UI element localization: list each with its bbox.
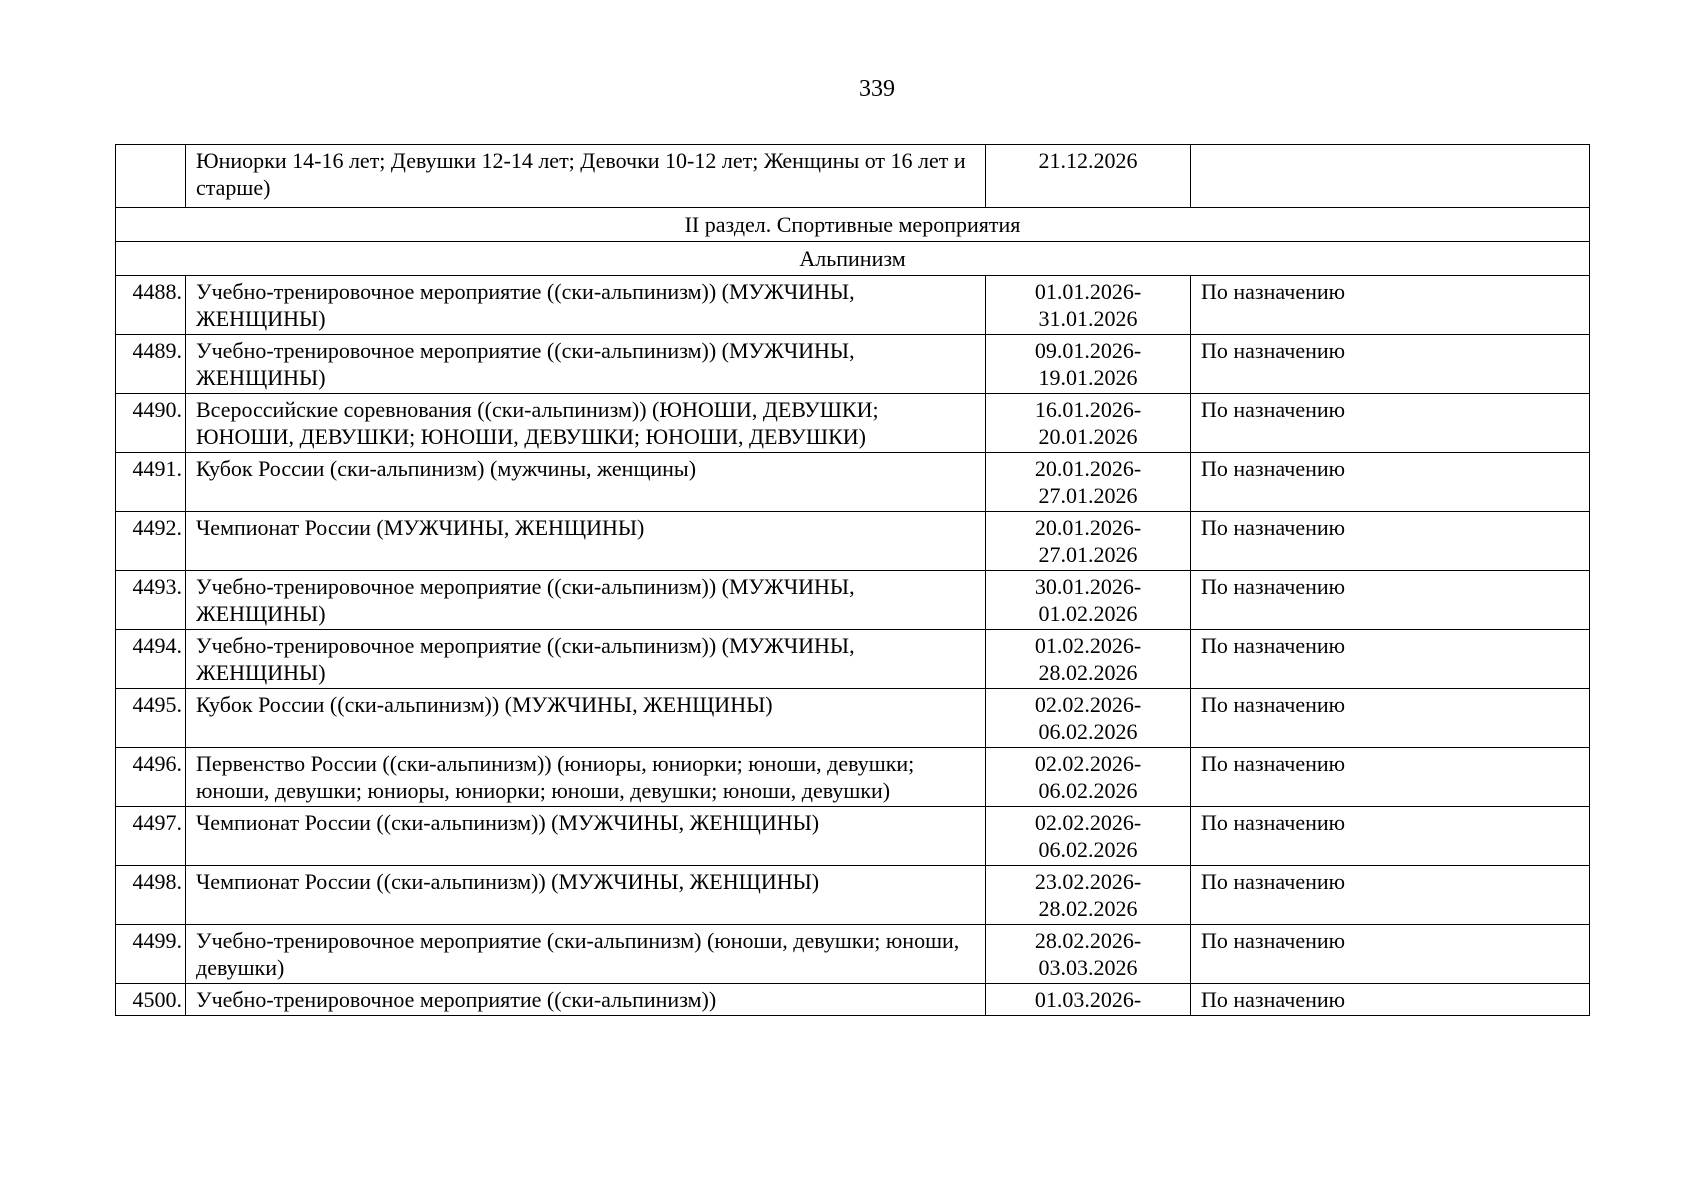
event-place: По назначению	[1191, 689, 1590, 748]
event-name: Чемпионат России (МУЖЧИНЫ, ЖЕНЩИНЫ)	[186, 512, 986, 571]
event-name: Учебно-тренировочное мероприятие ((ски-альпинизм)) (МУЖЧИНЫ, ЖЕНЩИНЫ)	[186, 630, 986, 689]
event-place: По назначению	[1191, 630, 1590, 689]
event-date: 21.12.2026	[986, 145, 1191, 208]
row-number: 4498.	[116, 866, 186, 925]
row-number: 4496.	[116, 748, 186, 807]
event-name: Учебно-тренировочное мероприятие ((ски-альпинизм))	[186, 984, 986, 1016]
event-name: Учебно-тренировочное мероприятие ((ски-альпинизм)) (МУЖЧИНЫ, ЖЕНЩИНЫ)	[186, 335, 986, 394]
event-place: По назначению	[1191, 394, 1590, 453]
table-row	[116, 748, 1590, 807]
section-title: II раздел. Спортивные мероприятия	[116, 208, 1590, 242]
sport-header-row	[116, 242, 1590, 276]
event-date: 09.01.2026-19.01.2026	[986, 335, 1191, 394]
event-name: Первенство России ((ски-альпинизм)) (юниоры, юниорки; юноши, девушки; юноши, девушки; юниоры, юниорки; юноши, девушки; юноши, девушки)	[186, 748, 986, 807]
event-place: По назначению	[1191, 453, 1590, 512]
event-date: 01.02.2026-28.02.2026	[986, 630, 1191, 689]
row-number: 4493.	[116, 571, 186, 630]
table-row	[116, 512, 1590, 571]
event-place: По назначению	[1191, 925, 1590, 984]
event-date: 02.02.2026-06.02.2026	[986, 689, 1191, 748]
event-name: Кубок России ((ски-альпинизм)) (МУЖЧИНЫ, ЖЕНЩИНЫ)	[186, 689, 986, 748]
event-name: Учебно-тренировочное мероприятие ((ски-альпинизм)) (МУЖЧИНЫ, ЖЕНЩИНЫ)	[186, 276, 986, 335]
row-number: 4492.	[116, 512, 186, 571]
table-row	[116, 394, 1590, 453]
event-name: Юниорки 14-16 лет; Девушки 12-14 лет; Девочки 10-12 лет; Женщины от 16 лет и старше)	[186, 145, 986, 208]
row-number: 4490.	[116, 394, 186, 453]
table-row	[116, 453, 1590, 512]
table-row	[116, 571, 1590, 630]
table-row-continued	[116, 145, 1590, 208]
event-date: 20.01.2026-27.01.2026	[986, 512, 1191, 571]
event-date: 01.03.2026-	[986, 984, 1191, 1016]
event-name: Кубок России (ски-альпинизм) (мужчины, женщины)	[186, 453, 986, 512]
event-name: Чемпионат России ((ски-альпинизм)) (МУЖЧИНЫ, ЖЕНЩИНЫ)	[186, 866, 986, 925]
event-date: 23.02.2026-28.02.2026	[986, 866, 1191, 925]
event-date: 02.02.2026-06.02.2026	[986, 748, 1191, 807]
row-number	[116, 145, 186, 208]
row-number: 4494.	[116, 630, 186, 689]
event-date: 01.01.2026-31.01.2026	[986, 276, 1191, 335]
row-number: 4489.	[116, 335, 186, 394]
row-number: 4497.	[116, 807, 186, 866]
event-date: 30.01.2026-01.02.2026	[986, 571, 1191, 630]
table-row	[116, 689, 1590, 748]
event-name: Всероссийские соревнования ((ски-альпинизм)) (ЮНОШИ, ДЕВУШКИ; ЮНОШИ, ДЕВУШКИ; ЮНОШИ, ДЕВУШКИ; ЮНОШИ, ДЕВУШКИ)	[186, 394, 986, 453]
event-place: По назначению	[1191, 984, 1590, 1016]
event-place: По назначению	[1191, 807, 1590, 866]
event-date: 20.01.2026-27.01.2026	[986, 453, 1191, 512]
event-place: По назначению	[1191, 512, 1590, 571]
event-place: По назначению	[1191, 748, 1590, 807]
event-date: 16.01.2026-20.01.2026	[986, 394, 1191, 453]
events-table-body	[116, 145, 1590, 1016]
row-number: 4499.	[116, 925, 186, 984]
row-number: 4488.	[116, 276, 186, 335]
table-row	[116, 925, 1590, 984]
section-header-row	[116, 208, 1590, 242]
event-date: 28.02.2026-03.03.2026	[986, 925, 1191, 984]
table-row	[116, 630, 1590, 689]
table-row	[116, 335, 1590, 394]
event-place: По назначению	[1191, 276, 1590, 335]
event-date: 02.02.2026-06.02.2026	[986, 807, 1191, 866]
event-place: По назначению	[1191, 571, 1590, 630]
table-row	[116, 984, 1590, 1016]
sport-title: Альпинизм	[116, 242, 1590, 276]
event-place: По назначению	[1191, 335, 1590, 394]
event-name: Чемпионат России ((ски-альпинизм)) (МУЖЧИНЫ, ЖЕНЩИНЫ)	[186, 807, 986, 866]
events-table	[115, 144, 1590, 1016]
event-place	[1191, 145, 1590, 208]
page-number: 339	[859, 76, 895, 102]
table-row	[116, 866, 1590, 925]
row-number: 4495.	[116, 689, 186, 748]
row-number: 4491.	[116, 453, 186, 512]
table-row	[116, 807, 1590, 866]
event-place: По назначению	[1191, 866, 1590, 925]
row-number: 4500.	[116, 984, 186, 1016]
table-row	[116, 276, 1590, 335]
event-name: Учебно-тренировочное мероприятие (ски-альпинизм) (юноши, девушки; юноши, девушки)	[186, 925, 986, 984]
event-name: Учебно-тренировочное мероприятие ((ски-альпинизм)) (МУЖЧИНЫ, ЖЕНЩИНЫ)	[186, 571, 986, 630]
